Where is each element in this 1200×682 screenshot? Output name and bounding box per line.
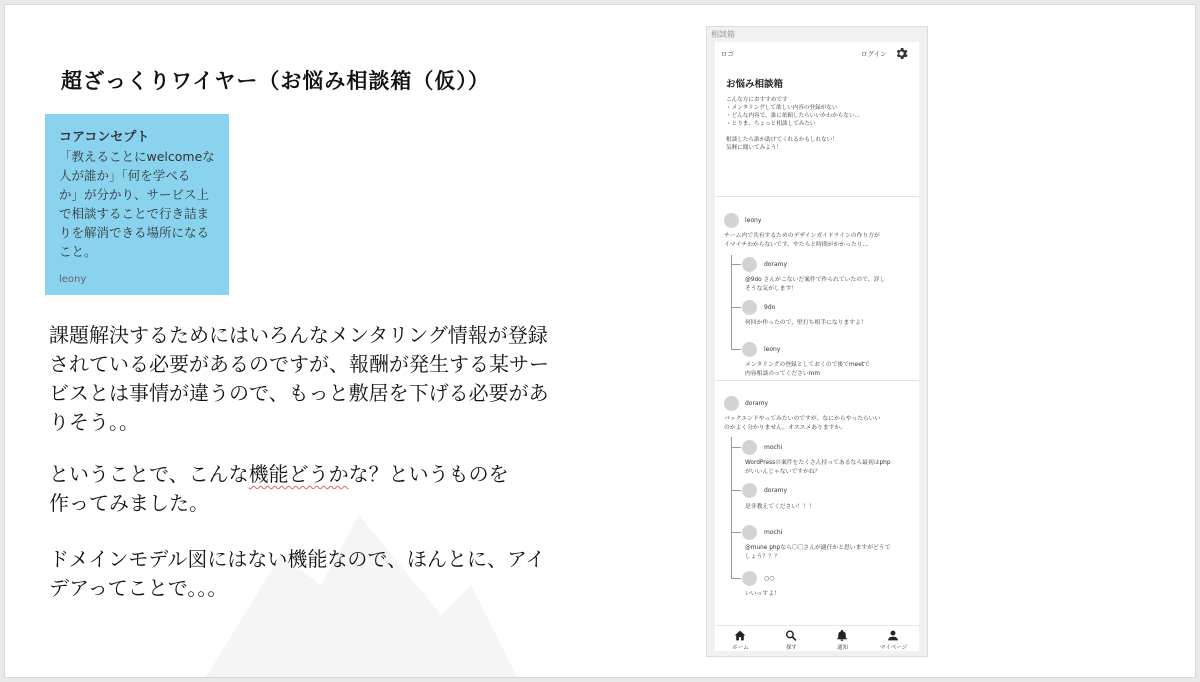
reply-text-line: @9do さんがこないだ案件で作られていたので、詳し: [745, 277, 886, 283]
avatar: [742, 300, 757, 315]
intro-line: 相談したら誰か助けてくれるかもしれない！: [726, 137, 838, 144]
paragraph-line: 課題解決するためにはいろんなメンタリング情報が登録: [49, 323, 548, 347]
thread-branch: [731, 349, 741, 350]
reply-text: [745, 544, 919, 561]
app-screen: [715, 42, 919, 651]
avatar: [742, 571, 757, 586]
avatar: [742, 483, 757, 498]
paragraph-line: ドメインモデル図にはない機能なので、ほんとに、アイ: [49, 547, 546, 571]
reply-text-line: 内容相談のってくださいmm: [745, 370, 821, 377]
avatar: [724, 213, 739, 228]
sticky-line: か」が分かり、サービス上: [59, 187, 210, 202]
intro-title: お悩み相談箱: [726, 79, 784, 90]
reply-username: ○○: [764, 575, 775, 582]
post-username: doramy: [745, 400, 769, 407]
bottom-nav: [715, 625, 919, 651]
gear-icon[interactable]: [894, 46, 909, 61]
nav-label: マイページ: [879, 645, 908, 651]
paragraph-line: [49, 460, 649, 489]
nav-label: 探す: [785, 645, 797, 651]
post-text-line: チーム内で共有するためのデザインガイドラインの作り方が: [724, 233, 880, 239]
sticky-line: で相談することで行き詰ま: [59, 206, 210, 221]
nav-mypage[interactable]: [868, 626, 919, 651]
reply-username: 9do: [764, 304, 776, 311]
sticky-line: 「教えることにwelcomeな: [59, 149, 215, 164]
login-link[interactable]: ログイン: [861, 50, 887, 58]
reply-text: [745, 361, 919, 378]
post-text: [724, 415, 902, 432]
thread-branch: [731, 532, 741, 533]
concept-sticky-note: [45, 114, 229, 295]
reply-text-line: @mune phpなら〇〇さんが適任かと思いますがどうで: [745, 545, 891, 551]
bell-icon: [835, 629, 849, 642]
reply-text-line: がいいんじゃないですかね？: [745, 468, 821, 475]
app-logo: ロゴ: [721, 50, 734, 58]
reply-username: leony: [764, 346, 781, 353]
reply-text: [745, 590, 919, 599]
nav-search[interactable]: [766, 626, 817, 651]
intro-line: ・メンタリングして欲しい内容の登録がない: [726, 105, 838, 112]
search-icon: [784, 629, 798, 642]
sticky-author: leony: [59, 274, 87, 285]
post-text-line: イマイチわからないです。やたらと時間がかかったり...: [724, 241, 869, 248]
reply-text: [745, 459, 919, 476]
intro-card: [715, 66, 919, 197]
paragraph-1: [49, 321, 649, 437]
avatar: [742, 525, 757, 540]
nav-home[interactable]: [715, 626, 766, 651]
reply-text-line: いいっすよ！: [745, 591, 780, 597]
spellcheck-text: 機能どうか: [248, 462, 349, 486]
home-icon: [733, 629, 747, 642]
reply-text-line: WordPressの案件をたくさん持ってあるなら最初はphp: [745, 460, 891, 466]
post-username: leony: [745, 217, 762, 224]
reply-username: mochi: [764, 529, 783, 536]
sticky-heading: コアコンセプト: [59, 130, 150, 145]
text-span: ということで、こんな: [49, 462, 249, 486]
thread-line: [731, 255, 732, 349]
paragraph-line: ビスとは事情が違うので、もっと敷居を下げる必要があ: [49, 381, 549, 405]
post-card[interactable]: [715, 197, 919, 379]
post-text-line: のかよく分かりません。オススメありますか。: [724, 424, 847, 431]
intro-spacer: [726, 128, 911, 136]
slide: [4, 4, 1196, 678]
nav-label: 通知: [836, 645, 848, 651]
intro-line: ・とりま、ちょっと相談してみたい: [726, 121, 816, 128]
thread-branch: [731, 578, 741, 579]
reply-text: [745, 503, 919, 512]
sticky-body: [59, 147, 217, 261]
avatar: [742, 440, 757, 455]
user-icon: [886, 629, 900, 642]
thread-branch: [731, 264, 741, 265]
intro-text: [726, 96, 911, 153]
post-text: [724, 232, 902, 249]
reply-text-line: メンタリングの登録としておくので後でmeetで: [745, 362, 870, 368]
nav-label: ホーム: [732, 645, 749, 651]
reply-username: doramy: [764, 261, 788, 268]
avatar: [742, 257, 757, 272]
thread-branch: [731, 307, 741, 308]
reply-username: mochi: [764, 444, 783, 451]
intro-line: 気軽に聞いてみよう！: [726, 145, 782, 152]
post-text-line: バックエンドやってみたいのですが、なにからやったらいい: [724, 416, 881, 422]
reply-username: doramy: [764, 487, 788, 494]
reply-text-line: 何回か作ったので、壁打ち相手になりますよ！: [745, 320, 867, 326]
reply-text: [745, 276, 919, 293]
app-bar: [715, 42, 919, 66]
paragraph-line: りそう。。: [49, 410, 139, 434]
paragraph-line: 作ってみました。: [49, 491, 209, 515]
phone-wireframe: [706, 26, 928, 657]
post-card[interactable]: [715, 381, 919, 621]
reply-text-line: そうな気がします！: [745, 285, 798, 292]
sticky-line: こと。: [59, 244, 97, 259]
paragraph-3: [49, 545, 649, 603]
reply-text-line: 是非教えてください！！！: [745, 504, 815, 510]
paragraph-line: されている必要があるのですが、報酬が発生する某サー: [49, 352, 549, 376]
paragraph-2: [49, 460, 649, 518]
frame-label: 相談箱: [711, 30, 735, 39]
reply-text: [745, 319, 919, 328]
sticky-line: 人が誰か」「何を学べる: [59, 168, 191, 183]
thread-line: [731, 437, 732, 579]
slide-title: 超ざっくりワイヤー（お悩み相談箱（仮））: [61, 69, 490, 93]
sticky-line: りを解消できる場所になる: [59, 225, 210, 240]
nav-notifications[interactable]: [817, 626, 868, 651]
avatar: [724, 396, 739, 411]
intro-line: こんな方におすすめです: [726, 97, 788, 103]
intro-line: ・どんな内容で、誰に依頼したらいいかわからない...: [726, 113, 860, 120]
thread-branch: [731, 447, 741, 448]
reply-text-line: しょう？？？: [745, 553, 780, 560]
thread-branch: [731, 490, 741, 491]
paragraph-line: デアってことで。。。: [49, 576, 228, 600]
text-span: な？というものを: [348, 462, 509, 486]
avatar: [742, 342, 757, 357]
